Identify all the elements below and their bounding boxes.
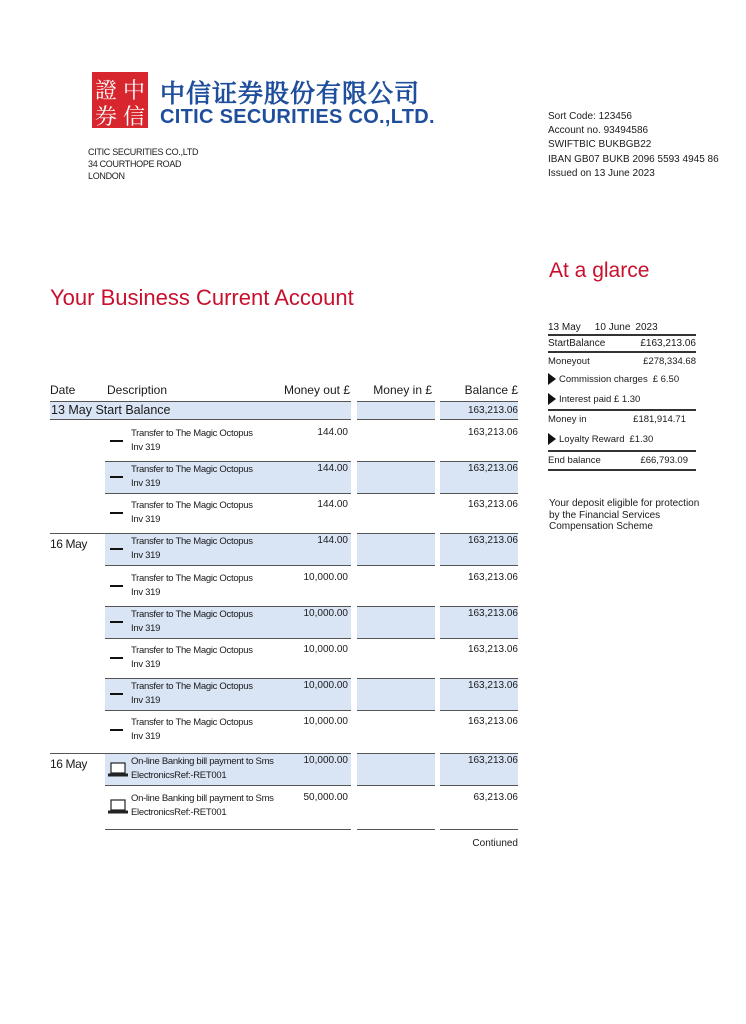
row-description <box>131 716 253 744</box>
row-balance: 163,213.06 <box>467 608 518 619</box>
rule <box>105 638 351 639</box>
rule <box>440 533 518 534</box>
header-description: Description <box>107 383 168 397</box>
rule <box>50 419 351 420</box>
rule <box>357 753 435 754</box>
company-name-en: CITIC SECURITIES CO.,LTD. <box>160 106 435 128</box>
row-balance: 163,213.06 <box>467 535 518 546</box>
row-balance: 163,213.06 <box>467 427 518 438</box>
rule <box>357 638 435 639</box>
rule <box>105 533 351 534</box>
loyalty-label: Loyalty Reward <box>559 433 625 445</box>
rule <box>50 753 105 754</box>
glance-money-in <box>548 409 696 428</box>
money-in-value: £181,914.71 <box>633 414 686 425</box>
row-balance: 163,213.06 <box>467 644 518 655</box>
dash-icon <box>110 585 123 587</box>
row-description-line2: ElectronicsRef:-RET001 <box>131 807 227 818</box>
glance-start-balance <box>548 336 696 353</box>
period-end: 10 June <box>594 321 631 333</box>
row-description <box>131 680 253 708</box>
rule <box>105 493 351 494</box>
money-in-label: Money in <box>548 414 587 425</box>
row-money-in-cell <box>357 606 435 639</box>
commission-label: Commission charges <box>559 373 648 385</box>
row-description-line1: Transfer to The Magic Octopus <box>131 717 253 728</box>
row-money-out: 10,000.00 <box>303 608 348 619</box>
row-balance: 63,213.06 <box>473 792 518 803</box>
rule <box>440 461 518 462</box>
rule <box>357 565 435 566</box>
row-description-line1: On-line Banking bill payment to Sms <box>131 756 274 767</box>
protection-notice <box>549 498 699 533</box>
row-money-out: 10,000.00 <box>303 755 348 766</box>
rule <box>50 401 351 402</box>
rule <box>440 493 518 494</box>
glance-money-out <box>548 353 696 369</box>
glance-commission <box>548 369 696 389</box>
laptop-icon <box>108 762 128 778</box>
company-seal-logo <box>92 72 148 128</box>
svg-text:中: 中 <box>122 79 146 104</box>
row-description-line2: Inv 319 <box>131 442 161 453</box>
row-date: 16 May <box>50 537 87 551</box>
glance-interest <box>548 389 696 409</box>
rule <box>440 785 518 786</box>
rule <box>440 419 518 420</box>
company-name-cn: 中信证券股份有限公司 <box>160 80 421 108</box>
row-money-out: 144.00 <box>317 499 348 510</box>
start-row-money-in-cell <box>357 402 435 419</box>
table-bottom-rule <box>105 829 351 830</box>
rule <box>105 785 351 786</box>
row-description-line2: Inv 319 <box>131 659 161 670</box>
glance-end-balance <box>548 450 696 471</box>
dash-icon <box>110 512 123 514</box>
row-money-in-cell <box>357 533 435 566</box>
dash-icon <box>110 657 123 659</box>
rule <box>357 493 435 494</box>
row-description-line2: Inv 319 <box>131 587 161 598</box>
dash-icon <box>110 440 123 442</box>
rule <box>440 710 518 711</box>
period-year: 2023 <box>635 321 658 333</box>
interest-label: Interest paid £ 1.30 <box>559 393 641 405</box>
row-description-line2: Inv 319 <box>131 514 161 525</box>
rule <box>440 606 518 607</box>
rule <box>440 638 518 639</box>
money-out-value: £278,334.68 <box>643 355 696 367</box>
row-money-out: 144.00 <box>317 427 348 438</box>
row-money-out: 50,000.00 <box>303 792 348 803</box>
row-description <box>131 499 253 527</box>
row-description-line1: Transfer to The Magic Octopus <box>131 464 253 475</box>
row-description-line2: Inv 319 <box>131 623 161 634</box>
header-money-out: Money out £ <box>283 383 350 397</box>
row-balance: 163,213.06 <box>467 463 518 474</box>
issue-date: Issued on 13 June 2023 <box>548 167 655 179</box>
rule <box>105 565 351 566</box>
row-description <box>131 463 253 491</box>
sort-code: Sort Code: 123456 <box>548 111 632 122</box>
continued-label: Contiuned <box>472 838 518 849</box>
row-balance: 163,213.06 <box>467 499 518 510</box>
rule <box>357 419 435 420</box>
svg-text:券: 券 <box>94 105 118 128</box>
row-money-out: 10,000.00 <box>303 680 348 691</box>
triangle-bullet-icon <box>548 373 556 385</box>
loyalty-value: £1.30 <box>629 433 654 445</box>
triangle-bullet-icon <box>548 393 556 405</box>
rule <box>357 606 435 607</box>
rule <box>357 461 435 462</box>
swift-bic: SWIFTBIC BUKBGB22 <box>548 139 652 151</box>
row-description <box>131 427 253 455</box>
row-description-line2: Inv 319 <box>131 478 161 489</box>
rule <box>357 533 435 534</box>
start-balance-value: £163,213.06 <box>640 338 696 349</box>
end-balance-value: £66,793.09 <box>640 455 688 466</box>
company-address <box>88 146 198 182</box>
row-description-line1: Transfer to The Magic Octopus <box>131 573 253 584</box>
commission-value: £ 6.50 <box>652 373 680 385</box>
dash-icon <box>110 693 123 695</box>
row-description <box>131 755 274 783</box>
money-out-label: Moneyout <box>548 355 590 367</box>
iban: IBAN GB07 BUKB 2096 5593 4945 86 <box>548 153 719 165</box>
rule <box>357 785 435 786</box>
row-description <box>131 608 253 636</box>
row-description <box>131 792 274 820</box>
rule <box>440 678 518 679</box>
rule <box>105 606 351 607</box>
rule <box>50 533 105 534</box>
triangle-bullet-icon <box>548 433 556 445</box>
row-money-out: 10,000.00 <box>303 572 348 583</box>
start-balance-value: 163,213.06 <box>467 405 518 416</box>
header-balance: Balance £ <box>464 383 518 397</box>
row-money-in-cell <box>357 461 435 494</box>
rule <box>440 565 518 566</box>
header-money-in: Money in £ <box>373 383 432 397</box>
glance-loyalty <box>548 428 696 450</box>
rule <box>105 461 351 462</box>
row-description-line2: ElectronicsRef:-RET001 <box>131 770 227 781</box>
row-description-line1: Transfer to The Magic Octopus <box>131 500 253 511</box>
table-bottom-rule <box>440 829 518 830</box>
svg-text:信: 信 <box>122 105 146 128</box>
period-start: 13 May <box>548 321 581 333</box>
page-title: Your Business Current Account <box>50 285 354 310</box>
start-balance-label: StartBalance <box>548 338 606 349</box>
row-balance: 163,213.06 <box>467 716 518 727</box>
end-balance-label: End balance <box>548 455 601 466</box>
row-description <box>131 644 253 672</box>
protection-line: Your deposit eligible for protection <box>549 498 700 509</box>
rule <box>105 710 351 711</box>
row-date: 16 May <box>50 757 87 771</box>
row-description-line1: On-line Banking bill payment to Sms <box>131 793 274 804</box>
row-description-line1: Transfer to The Magic Octopus <box>131 645 253 656</box>
rule <box>440 401 518 402</box>
table-bottom-rule <box>357 829 435 830</box>
svg-text:證: 證 <box>94 79 118 104</box>
rule <box>357 710 435 711</box>
rule <box>105 753 351 754</box>
dash-icon <box>110 476 123 478</box>
row-description-line2: Inv 319 <box>131 731 161 742</box>
row-description-line2: Inv 319 <box>131 550 161 561</box>
row-description-line1: Transfer to The Magic Octopus <box>131 536 253 547</box>
rule <box>357 678 435 679</box>
header-date: Date <box>50 383 76 397</box>
protection-line: Compensation Scheme <box>549 521 653 532</box>
row-money-out: 10,000.00 <box>303 716 348 727</box>
row-money-out: 10,000.00 <box>303 644 348 655</box>
glance-period <box>548 320 696 336</box>
laptop-icon <box>108 799 128 815</box>
glance-title: At a glarce <box>549 259 650 282</box>
row-balance: 163,213.06 <box>467 572 518 583</box>
row-balance: 163,213.06 <box>467 755 518 766</box>
dash-icon <box>110 729 123 731</box>
account-number: Account no. 93494586 <box>548 125 649 137</box>
row-money-in-cell <box>357 678 435 711</box>
account-info <box>548 110 719 181</box>
row-description <box>131 535 253 563</box>
row-money-out: 144.00 <box>317 535 348 546</box>
row-description-line1: Transfer to The Magic Octopus <box>131 609 253 620</box>
row-money-out: 144.00 <box>317 463 348 474</box>
start-balance-label: 13 May Start Balance <box>51 403 171 417</box>
row-description <box>131 572 253 600</box>
row-balance: 163,213.06 <box>467 680 518 691</box>
address-line: 34 COURTHOPE ROAD <box>88 159 182 169</box>
address-line: CITIC SECURITIES CO.,LTD <box>88 147 199 157</box>
row-description-line1: Transfer to The Magic Octopus <box>131 428 253 439</box>
glance-panel <box>548 320 696 471</box>
rule <box>105 678 351 679</box>
row-description-line2: Inv 319 <box>131 695 161 706</box>
dash-icon <box>110 621 123 623</box>
row-money-in-cell <box>357 753 435 786</box>
dash-icon <box>110 548 123 550</box>
rule <box>440 753 518 754</box>
address-line: LONDON <box>88 171 125 181</box>
protection-line: by the Financial Services <box>549 509 661 521</box>
rule <box>357 401 435 402</box>
row-description-line1: Transfer to The Magic Octopus <box>131 681 253 692</box>
